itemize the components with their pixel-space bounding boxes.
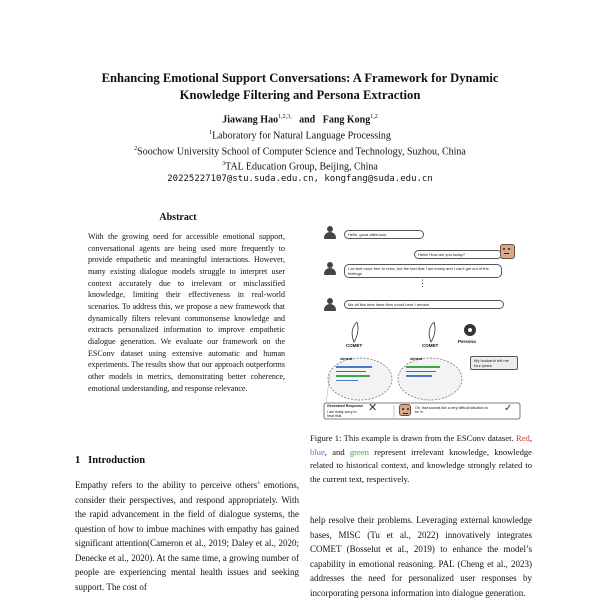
affiliation-1-sup: 1 [209,130,213,136]
cross-mark-icon: ✕ [368,402,378,414]
intro-heading [75,455,145,466]
user-avatar-icon [324,262,336,276]
intent-label-2: xIntent [410,357,423,361]
comet-leaf-icon [352,322,358,342]
author-1-sup: 1,2,3, [278,114,292,120]
affiliation-2-sup: 2 [134,146,138,152]
generated-response-label: Generated Response [327,404,363,408]
author-line [40,114,560,125]
dialogue-bubble-4: Me all this time have thus mood here I remain [344,300,504,309]
comet-leaf-icon [429,322,435,342]
caption-red: Red [516,433,530,443]
dialogue-bubble-1: Hello, good afternoon. [344,230,424,239]
caption-prefix: Figure 1: This example is drawn from the ESConv dataset. [310,433,514,443]
affiliation-2-text: Soochow University School of Computer Science and Technology, Suzhou, China [137,146,466,158]
intro-heading-number: 1 [75,455,81,466]
vertical-dots-icon: ⋮ [418,278,427,288]
figure-1 [322,222,524,417]
caption-blue: blue [310,446,325,457]
user-avatar-icon [324,226,336,240]
caption-suffix: represent irrelevant knowledge, knowledge related to historical context, and knowledge strongly related to the current text, respectively. [310,446,532,484]
robot-avatar-icon [500,244,515,259]
generated-response-text: I am really sorry to hear that. [327,410,357,418]
affiliation-3 [40,158,560,173]
abstract-text: With the growing need for accessible emotional support, conversational agents are being used more frequently to provide empathetic and meaningful interactions. However, many existing dialogue models struggle to interpret user context accurately due to irrelevant or misclassified knowledge, limiting their effectiveness in real-world scenarios. To address this, we propose a new framework that dynamically filters relevant commonsense knowledge and extracts personalized information to improve empathetic dialogue generation. We evaluate our framework on the ESConv dataset using extensive automatic and human experiments. The results show that our approach outperforms other models in metrics, demonstrating better coherence, emotional understanding, and response relevance. [88,232,285,393]
column2-text: help resolve their problems. Leveraging external knowledge bases, MISC (Tu et al., 2022) innovatively integrates COMET (Bosselut et al., 2019) to enhance the model’s capability in emotional reasoning. PAL (Cheng et al., 2023) addresses the need for personalized user responses by incorporating persona information into dialogue generation. [310,515,532,598]
caption-green: green [349,446,369,457]
abstract-heading: Abstract [159,212,197,223]
affiliation-3-text: TAL Education Group, Beijing, China [225,161,378,173]
persona-label: Persona [458,339,476,344]
comet-label-1: COMET [346,343,363,348]
knowledge-lines-1 [336,363,380,384]
affiliation-1-text: Laboratory for Natural Language Processing [212,130,391,142]
intro-heading-text: Introduction [88,455,146,466]
affiliation-2 [40,143,560,158]
intro-text: Empathy refers to the ability to perceive others’ emotions, consider their perspectives, and respond appropriately. With the rapid advancement in the field of dialogue systems, the question of how to imbue machines with empathy has gained significant attention(Cameron et al., 2019; Daley et al., 2020; Denecke et al., 2020). At the same time, a growing number of people are experiencing mental health issues and seeking support. The cost of [75,480,299,592]
dialogue-bubble-2: Hello! How are you today? [414,250,502,259]
robot-avatar-icon [399,404,411,416]
title-line-2: Knowledge Filtering and Persona Extraction [179,88,421,102]
final-response-text: Oh, that sounds like a very difficult situation to be in. [415,406,489,414]
author-2: Fang Kong [322,114,371,126]
comet-label-2: COMET [422,343,439,348]
title-line-1: Enhancing Emotional Support Conversations: A Framework for Dynamic [101,71,499,85]
paper-title [40,70,560,104]
author-2-sup: 1,2 [370,114,378,120]
author-1: Jiawang Hao [222,114,279,126]
author-emails: 20225227107@stu.suda.edu.cn, kongfang@suda.edu.cn [167,174,433,184]
knowledge-lines-2 [406,363,450,380]
figure-caption: Figure 1: This example is drawn from the ESConv dataset. Red, blue, and green represent irrelevant knowledge, knowledge related to historical context, and knowledge strongly related to the current text, respectively. [310,433,532,484]
intent-label-1: xIntent [340,357,353,361]
author-and: and [299,114,316,126]
check-mark-icon: ✓ [504,403,513,414]
persona-box: My husband left me four years [470,356,518,370]
affiliation-1 [40,127,560,142]
dialogue-bubble-3: I do feel more free to relax, but the fact that I am lonely and I can't get out of the feelings [344,264,502,278]
affiliation-3-sup: 3 [222,161,226,167]
